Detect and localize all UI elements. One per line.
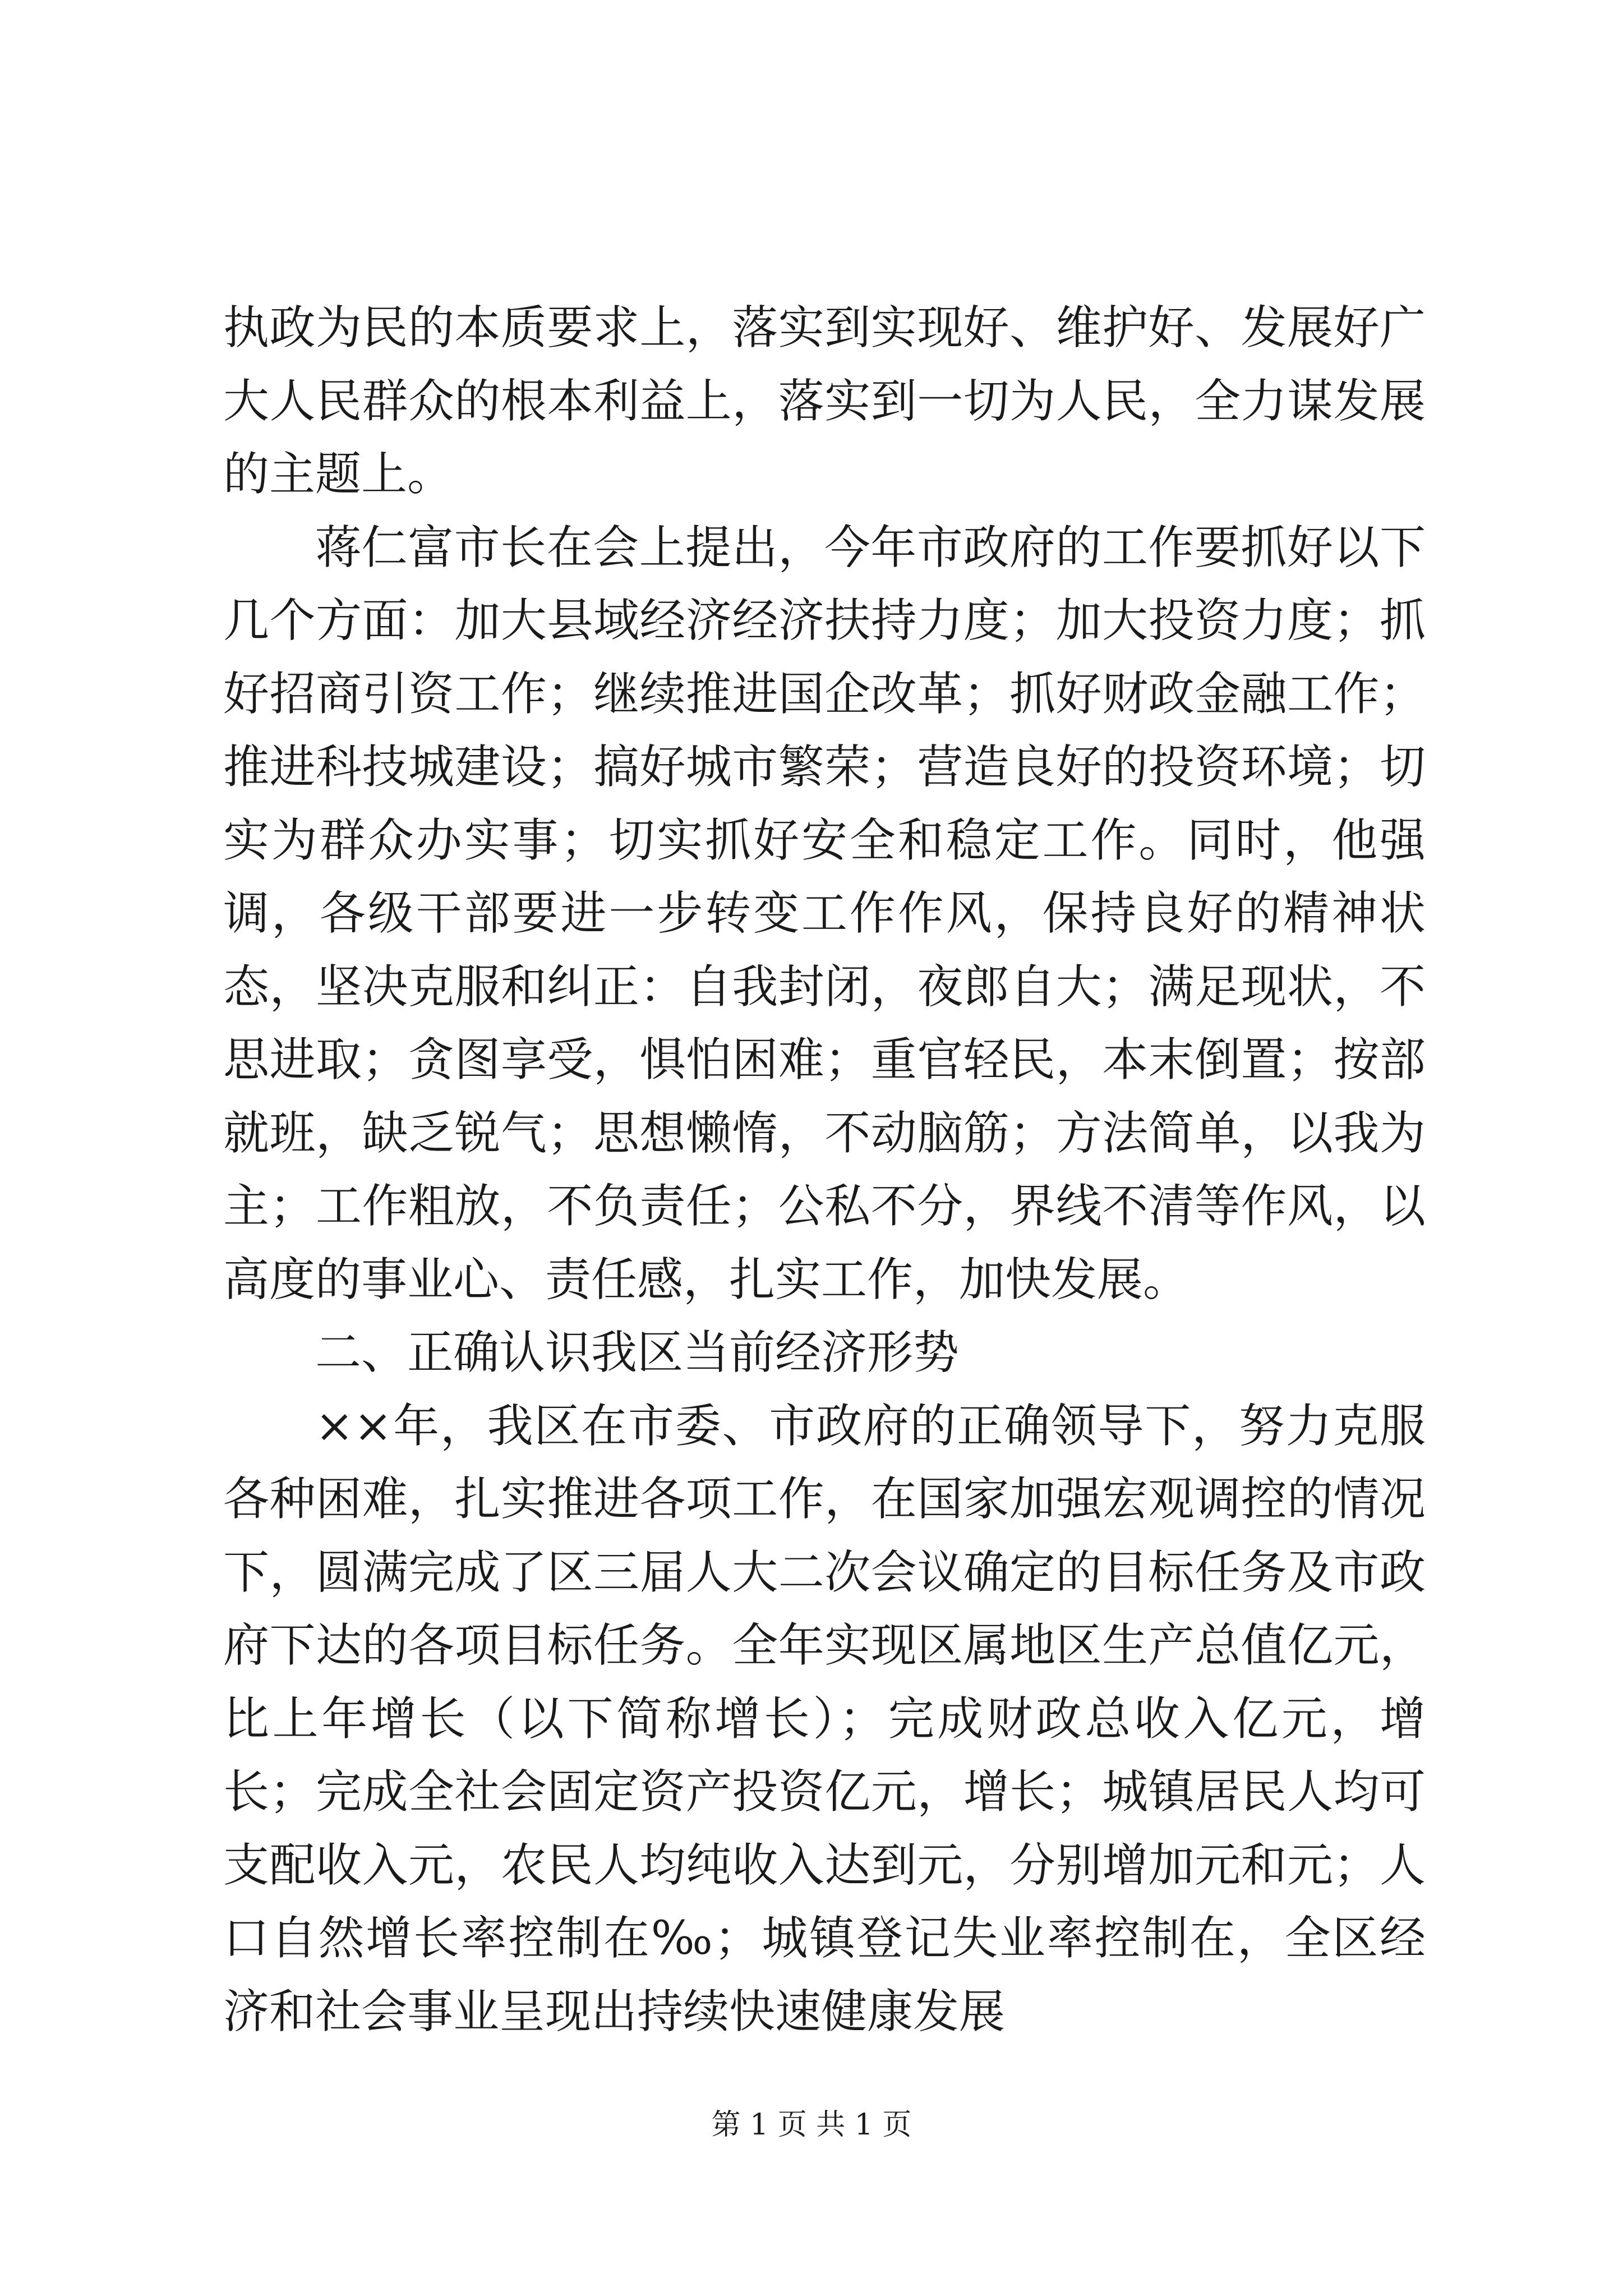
paragraph-1: 执政为民的本质要求上，落实到实现好、维护好、发展好广大人民群众的根本利益上，落实到一切为人民，全力谋发展的主题上。 — [223, 301, 1426, 501]
paragraph-2: 蒋仁富市长在会上提出，今年市政府的工作要抓好以下几个方面：加大县域经济经济扶持力度；加大投资力度；抓好招商引资工作；继续推进国企改革；抓好财政金融工作；推进科技城建设；搞好城市繁荣；营造良好的投资环境；切实为群众办实事；切实抓好安全和稳定工作。同时，他强调，各级干部要进一步转变工作作风，保持良好的精神状态，坚决克服和纠正：自我封闭，夜郎自大；满足现状，不思进取；贪图享受，惧怕困难；重官轻民，本末倒置；按部就班，缺乏锐气；思想懒惰，不动脑筋；方法简单，以我为主；工作粗放，不负责任；公私不分，界线不清等作风，以高度的事业心、责任感，扎实工作，加快发展。 — [223, 521, 1426, 1306]
section-heading: 二、正确认识我区当前经济形势 — [315, 1326, 960, 1379]
paragraph-3: ××年，我区在市委、市政府的正确领导下，努力克服各种困难，扎实推进各项工作，在国家加强宏观调控的情况下，圆满完成了区三届人大二次会议确定的目标任务及市政府下达的各项目标任务。全年实现区属地区生产总值亿元，比上年增长（以下简称增长）；完成财政总收入亿元，增长；完成全社会固定资产投资亿元，增长；城镇居民人均可支配收入元，农民人均纯收入达到元，分别增加元和元；人口自然增长率控制在‰；城镇登记失业率控制在，全区经济和社会事业呈现出持续快速健康发展 — [223, 1399, 1426, 2039]
page-footer: 第 1 页 共 1 页 — [711, 2108, 912, 2142]
document-body — [223, 292, 1426, 2049]
